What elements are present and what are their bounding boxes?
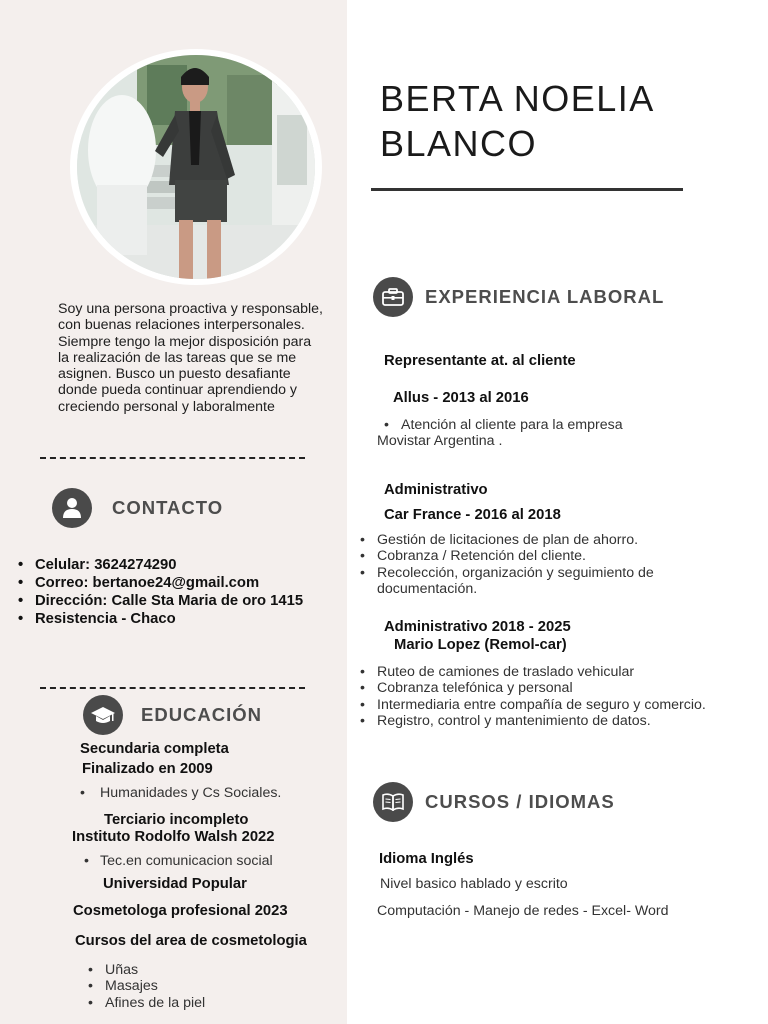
contact-email[interactable]: • Correo: bertanoe24@gmail.com: [18, 574, 344, 592]
divider: [40, 687, 305, 689]
education-tertiary-detail: • Tec.en comunicacion social: [84, 853, 273, 869]
education-university-title: Universidad Popular: [103, 876, 247, 892]
education-tertiary-institution: Instituto Rodolfo Walsh 2022: [72, 829, 275, 845]
person-name: [380, 76, 655, 166]
list-item: • Uñas: [88, 962, 205, 978]
name-underline: [371, 188, 683, 191]
list-item: • Intermediaria entre compañía de seguro y comercio.: [358, 697, 710, 713]
list-item: • Atención al cliente para la empresa: [382, 417, 702, 433]
contact-city: • Resistencia - Chaco: [18, 610, 344, 628]
education-tertiary-title: Terciario incompleto: [104, 812, 249, 828]
job3-tasks: [358, 664, 710, 729]
list-item: • Registro, control y mantenimiento de datos.: [358, 713, 710, 729]
name-line-1: BERTA NOELIA: [380, 78, 655, 119]
list-item: • Recolección, organización y seguimiento de documentación.: [358, 565, 710, 598]
about-text: Soy una persona proactiva y responsable, con buenas relaciones interpersonales. Siempre tengo la mejor disposición para la realización de las tareas que se me asignen. Busco un puesto desafiante donde pueda continuar aprendiendo y creciendo personal y laboralmente: [58, 301, 323, 415]
job2-role: Administrativo: [384, 482, 488, 498]
education-secondary-detail: • Humanidades y Cs Sociales.: [80, 785, 282, 801]
education-secondary-title: Secundaria completa: [80, 741, 229, 757]
education-university-course: Cosmetologa profesional 2023: [73, 903, 288, 919]
book-icon: [373, 782, 413, 822]
computing-skills: Computación - Manejo de redes - Excel- Word: [377, 903, 669, 919]
list-item: • Gestión de licitaciones de plan de ahorro.: [358, 532, 710, 548]
education-courses-title: Cursos del area de cosmetologia: [75, 933, 307, 949]
list-item: • Masajes: [88, 978, 205, 994]
job2-tasks: [358, 532, 710, 597]
job1-company: Allus - 2013 al 2016: [393, 390, 529, 406]
language-level: Nivel basico hablado y escrito: [380, 876, 568, 892]
list-item: • Afines de la piel: [88, 995, 205, 1011]
contact-list: [18, 556, 344, 628]
courses-title: CURSOS / IDIOMAS: [425, 791, 615, 812]
name-line-2: BLANCO: [380, 123, 538, 164]
divider: [40, 457, 305, 459]
education-courses-list: [88, 962, 205, 1011]
briefcase-icon: [373, 277, 413, 317]
job3-role: Administrativo 2018 - 2025: [384, 619, 571, 635]
list-item: • Cobranza / Retención del cliente.: [358, 548, 710, 564]
contact-phone: • Celular: 3624274290: [18, 556, 344, 574]
list-item: • Ruteo de camiones de traslado vehicular: [358, 664, 710, 680]
job1-role: Representante at. al cliente: [384, 353, 576, 369]
job3-company: Mario Lopez (Remol-car): [394, 637, 567, 653]
contact-title: CONTACTO: [112, 497, 224, 518]
language-title: Idioma Inglés: [379, 851, 474, 867]
education-title: EDUCACIÓN: [141, 704, 263, 725]
user-icon: [52, 488, 92, 528]
job1-tasks: [382, 417, 702, 433]
education-secondary-year: Finalizado en 2009: [82, 761, 213, 777]
graduation-cap-icon: [83, 695, 123, 735]
contact-address: • Dirección: Calle Sta Maria de oro 1415: [18, 592, 344, 610]
list-item: • Cobranza telefónica y personal: [358, 680, 710, 696]
job1-task-continuation: Movistar Argentina .: [377, 433, 503, 449]
job2-company: Car France - 2016 al 2018: [384, 507, 561, 523]
experience-title: EXPERIENCIA LABORAL: [425, 286, 665, 307]
profile-photo: [77, 55, 315, 279]
